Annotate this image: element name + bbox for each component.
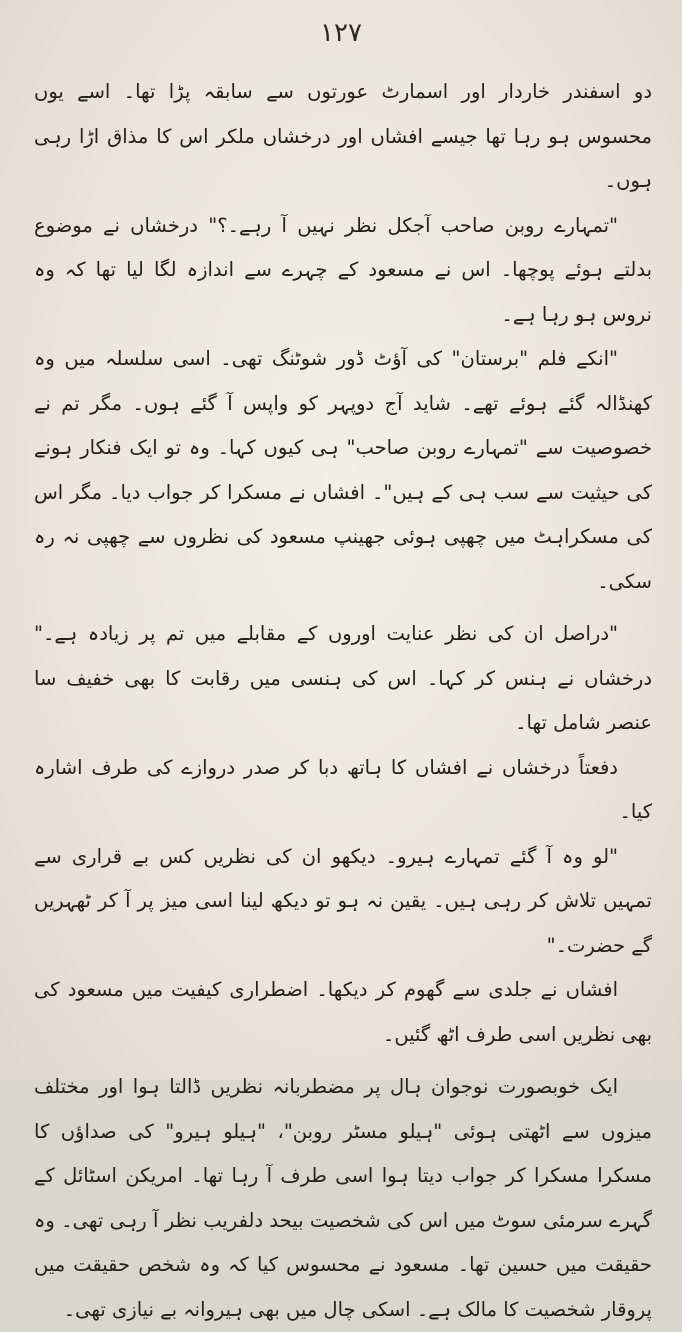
paragraph: ایک خوبصورت نوجوان ہال پر مضطربانہ نظریں ڈالتا ہوا اور مختلف میزوں سے اٹھتی ہوئی "ہیلو مسٹر روبن"، "ہیلو ہیرو" کی صداؤں کا مسکرا مسکرا کر جواب دیتا ہوا اسی طرف آ رہا تھا۔ امریکن اسٹائل کے گہرے سرمئی سوٹ میں اس کی شخصیت بیحد دلفریب نظر آ رہی تھی۔ وہ حقیقت میں حسین تھا۔ مسعود نے محسوس کیا کہ وہ شخص حقیقت میں پروقار شخصیت کا مالک ہے۔ اسکی چال میں بھی ہیروانہ بے نیازی تھی۔: [34, 1075, 652, 1321]
paragraph: افشاں نے جلدی سے گھوم کر دیکھا۔ اضطراری کیفیت میں مسعود کی بھی نظریں اسی طرف اٹھ گئیں۔: [34, 978, 652, 1046]
page-number: ۱۲۷: [320, 18, 362, 48]
paragraph: "لو وہ آ گئے تمہارے ہیرو۔ دیکھو ان کی نظریں کس بے قراری سے تمہیں تلاش کر رہی ہیں۔ یقین نہ ہو تو دیکھ لینا اسی میز پر آ کر ٹھہریں گے حضرت۔": [34, 844, 652, 957]
paragraph: "انکے فلم "برستان" کی آؤٹ ڈور شوٹنگ تھی۔ اسی سلسلہ میں وہ کھنڈالہ گئے ہوئے تھے۔ شاید آج دوپہر کو واپس آ گئے ہوں۔ مگر تم نے خصوصیت سے "تمہارے روبن صاحب" ہی کیوں کہا۔ وہ تو ایک فنکار ہونے کی حیثیت سے سب ہی کے ہیں"۔ افشاں نے مسکرا کر جواب دیا۔ مگر اس کی مسکراہٹ میں چھپی ہوئی جھینپ مسعود کی نظروں سے چھپی نہ رہ سکی۔: [34, 347, 652, 593]
paragraph: دو اسفندر خاردار اور اسمارٹ عورتوں سے سابقہ پڑا تھا۔ اسے یوں محسوس ہو رہا تھا جیسے افشاں اور درخشاں ملکر اس کا مذاق اڑا رہی ہوں۔: [34, 80, 652, 192]
paragraph: "تمہارے روبن صاحب آجکل نظر نہیں آ رہے۔؟" درخشاں نے موضوع بدلتے ہوئے پوچھا۔ اس نے مسعود کے چہرے سے اندازہ لگا لیا تھا کہ وہ نروس ہو رہا ہے۔: [34, 213, 652, 326]
page-body: [34, 70, 652, 1332]
paragraph: "دراصل ان کی نظر عنایت اوروں کے مقابلے میں تم پر زیادہ ہے۔" درخشاں نے ہنس کر کہا۔ اس کی ہنسی میں رقابت کا بھی خفیف سا عنصر شامل تھا۔: [34, 622, 652, 734]
paragraph: دفعتاً درخشاں نے افشاں کا ہاتھ دبا کر صدر دروازے کی طرف اشارہ کیا۔: [34, 755, 652, 823]
